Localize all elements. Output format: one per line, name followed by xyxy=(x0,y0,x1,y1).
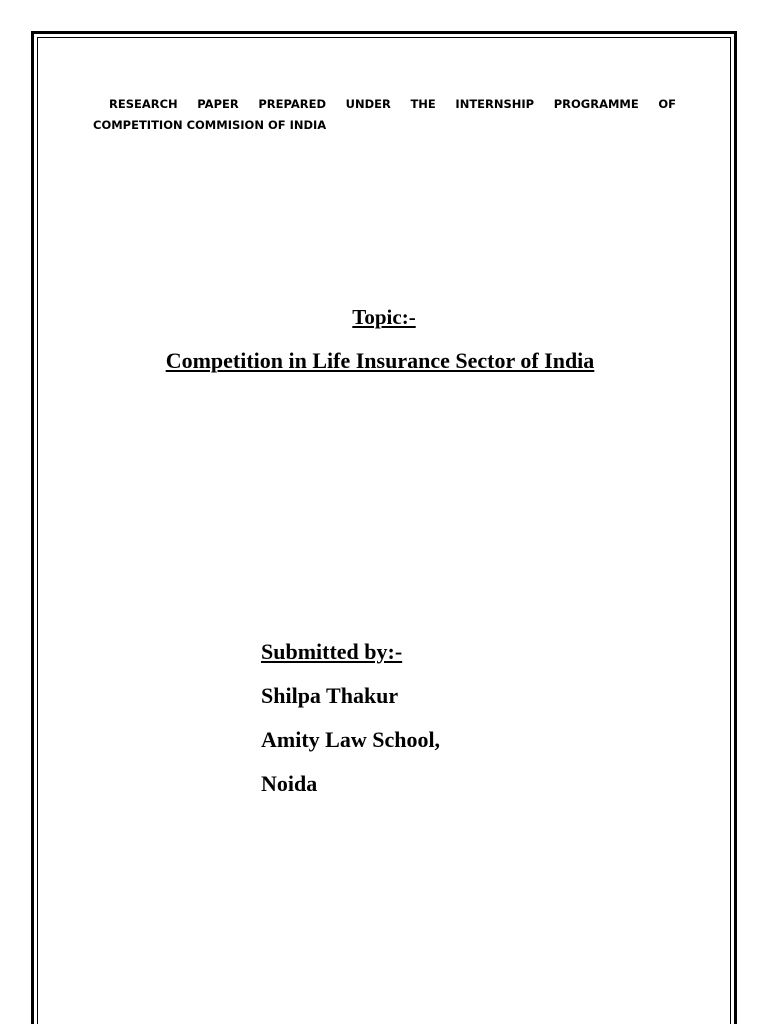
author-name: Shilpa Thakur xyxy=(261,683,399,708)
submitted-by-label: Submitted by:- xyxy=(261,639,403,664)
institution-name: Amity Law School, xyxy=(261,727,441,752)
city-name: Noida xyxy=(261,771,318,796)
topic-label: Topic:- xyxy=(352,305,416,329)
header-text xyxy=(93,94,676,136)
document-title: Competition in Life Insurance Sector of India xyxy=(165,348,595,373)
header-line-2: COMPETITION COMMISION OF INDIA xyxy=(93,118,327,132)
header-line-1: RESEARCH PAPER PREPARED UNDER THE INTERNSHIP PROGRAMME OF xyxy=(109,97,676,111)
page-border-inner xyxy=(37,37,731,1024)
submission-block xyxy=(261,630,440,806)
